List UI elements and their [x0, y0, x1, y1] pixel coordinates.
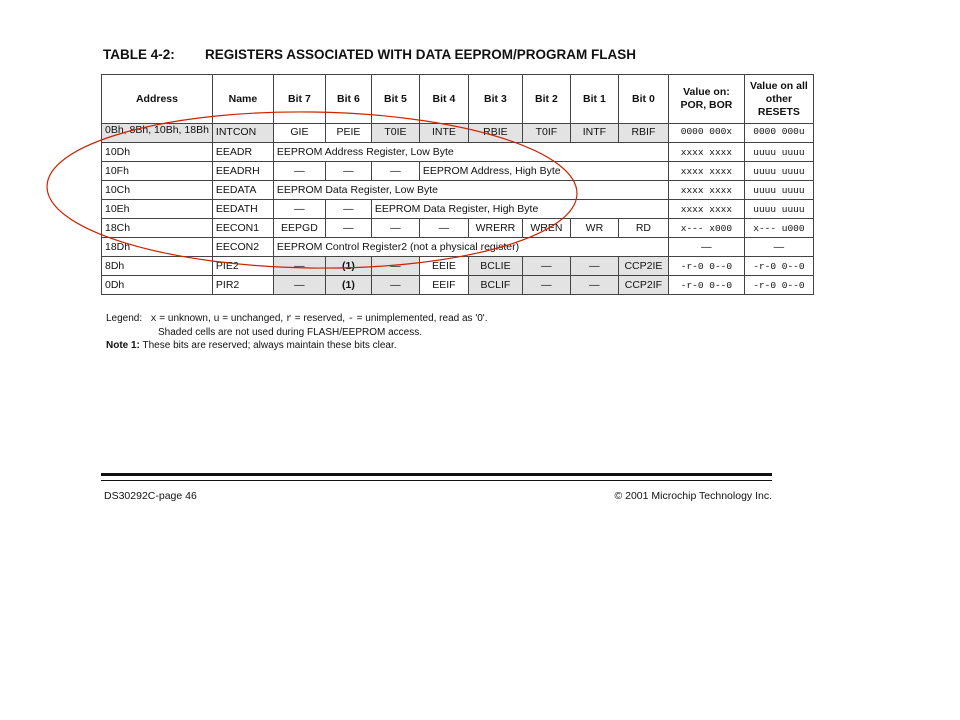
- bit-cell: (1): [325, 276, 371, 295]
- annotation-ellipse: [46, 108, 578, 271]
- bit-cell: —: [371, 276, 419, 295]
- span-cell: EEPROM Address Register, Low Byte: [273, 143, 668, 162]
- span-cell: EEPROM Data Register, Low Byte: [273, 181, 668, 200]
- bit-cell: EEPGD: [273, 219, 325, 238]
- bit-cell: T0IE: [371, 124, 419, 143]
- value-other-cell: —: [744, 238, 813, 257]
- span-cell: EEPROM Data Register, High Byte: [371, 200, 668, 219]
- bit-cell: INTE: [419, 124, 468, 143]
- value-por-cell: xxxx xxxx: [668, 162, 744, 181]
- header-name: Name: [212, 75, 273, 124]
- value-other-cell: x--- u000: [744, 219, 813, 238]
- header-bit1: Bit 1: [570, 75, 618, 124]
- name-cell: EEADR: [212, 143, 273, 162]
- value-other-cell: uuuu uuuu: [744, 143, 813, 162]
- name-cell: PIE2: [212, 257, 273, 276]
- name-cell: EEDATA: [212, 181, 273, 200]
- bit-cell: EEIF: [419, 276, 468, 295]
- name-cell: EEDATH: [212, 200, 273, 219]
- value-por-cell: —: [668, 238, 744, 257]
- legend-u-symbol: u: [213, 314, 220, 325]
- bit-cell: WRERR: [468, 219, 522, 238]
- value-por-cell: xxxx xxxx: [668, 200, 744, 219]
- address-cell: 18Ch: [102, 219, 213, 238]
- legend-x-symbol: x: [150, 314, 157, 325]
- bit-cell: —: [273, 200, 325, 219]
- legend-x-text: = unknown,: [156, 313, 214, 324]
- bit-cell: RBIE: [468, 124, 522, 143]
- legend-label: Legend:: [106, 313, 143, 324]
- header-bit5: Bit 5: [371, 75, 419, 124]
- bit-cell: —: [371, 162, 419, 181]
- name-cell: INTCON: [212, 124, 273, 143]
- table-heading: REGISTERS ASSOCIATED WITH DATA EEPROM/PROGRAM FLASH: [205, 47, 637, 62]
- address-cell: 10Fh: [102, 162, 213, 181]
- bit-cell: INTF: [570, 124, 618, 143]
- bit-cell: —: [325, 219, 371, 238]
- bit-cell: —: [273, 276, 325, 295]
- bit-cell: WR: [570, 219, 618, 238]
- bit-cell: —: [371, 219, 419, 238]
- value-por-cell: xxxx xxxx: [668, 181, 744, 200]
- value-other-cell: 0000 000u: [744, 124, 813, 143]
- name-cell: PIR2: [212, 276, 273, 295]
- footer-copyright: © 2001 Microchip Technology Inc.: [614, 490, 772, 502]
- bit-cell: —: [570, 257, 618, 276]
- legend-r-text: = reserved,: [291, 313, 348, 324]
- header-bit2: Bit 2: [522, 75, 570, 124]
- header-value-por: Value on: POR, BOR: [668, 75, 744, 124]
- bit-cell: —: [273, 257, 325, 276]
- note-label: Note 1:: [106, 340, 140, 351]
- footer-page-id: DS30292C-page 46: [104, 490, 197, 502]
- bit-cell: —: [273, 162, 325, 181]
- value-other-cell: uuuu uuuu: [744, 200, 813, 219]
- bit-cell: RD: [618, 219, 668, 238]
- value-other-cell: uuuu uuuu: [744, 162, 813, 181]
- bit-cell: CCP2IE: [618, 257, 668, 276]
- bit-cell: GIE: [273, 124, 325, 143]
- value-por-cell: 0000 000x: [668, 124, 744, 143]
- header-bit6: Bit 6: [325, 75, 371, 124]
- value-por-cell: -r-0 0--0: [668, 276, 744, 295]
- address-cell: 0Bh, 8Bh, 10Bh, 18Bh: [102, 124, 213, 143]
- value-other-cell: uuuu uuuu: [744, 181, 813, 200]
- value-por-cell: x--- x000: [668, 219, 744, 238]
- span-cell: EEPROM Control Register2 (not a physical register): [273, 238, 668, 257]
- address-cell: 10Eh: [102, 200, 213, 219]
- name-cell: EECON2: [212, 238, 273, 257]
- address-cell: 0Dh: [102, 276, 213, 295]
- bit-cell: PEIE: [325, 124, 371, 143]
- value-other-cell: -r-0 0--0: [744, 276, 813, 295]
- bit-cell: (1): [325, 257, 371, 276]
- bit-cell: EEIE: [419, 257, 468, 276]
- header-address: Address: [102, 75, 213, 124]
- bit-cell: T0IF: [522, 124, 570, 143]
- bit-cell: BCLIF: [468, 276, 522, 295]
- legend-r-symbol: r: [285, 314, 292, 325]
- bit-cell: —: [522, 257, 570, 276]
- header-value-other: Value on all other RESETS: [744, 75, 813, 124]
- bit-cell: CCP2IF: [618, 276, 668, 295]
- legend-shade-note: Shaded cells are not used during FLASH/EEPROM access.: [158, 327, 423, 338]
- bit-cell: WREN: [522, 219, 570, 238]
- bit-cell: —: [522, 276, 570, 295]
- bit-cell: —: [371, 257, 419, 276]
- name-cell: EECON1: [212, 219, 273, 238]
- address-cell: 8Dh: [102, 257, 213, 276]
- note-text: These bits are reserved; always maintain these bits clear.: [142, 340, 397, 351]
- header-bit3: Bit 3: [468, 75, 522, 124]
- bit-cell: —: [325, 200, 371, 219]
- legend-dash-symbol: -: [347, 314, 354, 325]
- span-cell: EEPROM Address, High Byte: [419, 162, 668, 181]
- name-cell: EEADRH: [212, 162, 273, 181]
- value-por-cell: -r-0 0--0: [668, 257, 744, 276]
- header-bit7: Bit 7: [273, 75, 325, 124]
- bit-cell: —: [325, 162, 371, 181]
- value-por-cell: xxxx xxxx: [668, 143, 744, 162]
- legend-u-text: = unchanged,: [219, 313, 286, 324]
- address-cell: 10Ch: [102, 181, 213, 200]
- legend-dash-text: = unimplemented, read as '0'.: [353, 313, 488, 324]
- bit-cell: BCLIE: [468, 257, 522, 276]
- bit-cell: —: [570, 276, 618, 295]
- bit-cell: RBIF: [618, 124, 668, 143]
- address-cell: 18Dh: [102, 238, 213, 257]
- value-other-cell: -r-0 0--0: [744, 257, 813, 276]
- header-bit0: Bit 0: [618, 75, 668, 124]
- address-cell: 10Dh: [102, 143, 213, 162]
- header-bit4: Bit 4: [419, 75, 468, 124]
- table-number: TABLE 4-2:: [103, 47, 175, 62]
- bit-cell: —: [419, 219, 468, 238]
